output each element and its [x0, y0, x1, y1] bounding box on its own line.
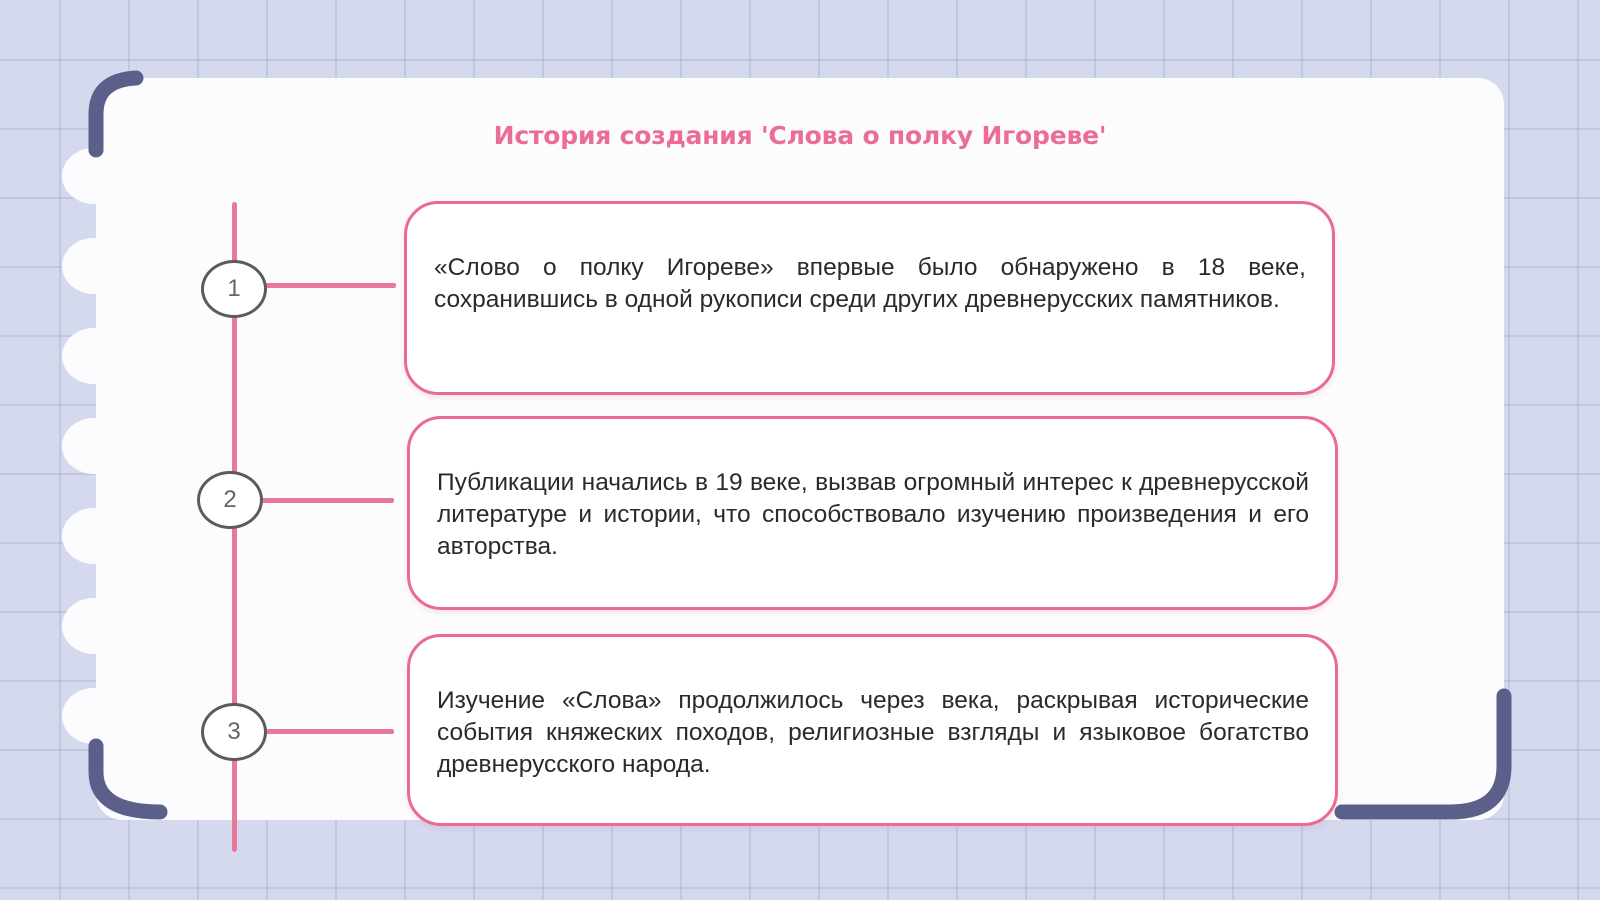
- node-number: 2: [223, 486, 237, 513]
- node-number: 1: [227, 275, 241, 302]
- timeline-node-2: [197, 471, 263, 529]
- notebook-tab: [62, 508, 126, 564]
- notebook-tab: [62, 238, 126, 294]
- timeline-card-1: [404, 201, 1335, 395]
- corner-bracket-bottom-left: [84, 738, 180, 830]
- timeline-node-1: [201, 260, 267, 318]
- notebook-tab: [62, 688, 126, 744]
- timeline-connector: [266, 729, 394, 734]
- slide-title: История создания 'Слова о полку Игореве': [493, 121, 1107, 150]
- corner-bracket-bottom-right: [1330, 686, 1520, 830]
- timeline-card-3: [407, 634, 1338, 826]
- notebook-tab: [62, 328, 126, 384]
- card-text: Изучение «Слова» продолжилось через века, раскрывая исторические события княжеских походов, религиозные взгляды и языковое богатство древнерусского народа.: [437, 687, 1309, 778]
- timeline-node-3: [201, 703, 267, 761]
- timeline-connector: [262, 498, 394, 503]
- notebook-tab: [62, 418, 126, 474]
- card-text: «Слово о полку Игореве» впервые было обнаружено в 18 веке, сохранившись в одной рукописи среди других древнерусских памятников.: [434, 254, 1306, 313]
- node-number: 3: [227, 718, 241, 745]
- card-text: Публикации начались в 19 веке, вызвав огромный интерес к древнерусской литературе и истории, что способствовало изучению произведения и его авторства.: [437, 469, 1309, 560]
- timeline-card-2: [407, 416, 1338, 610]
- notebook-tab: [62, 598, 126, 654]
- timeline-connector: [266, 283, 396, 288]
